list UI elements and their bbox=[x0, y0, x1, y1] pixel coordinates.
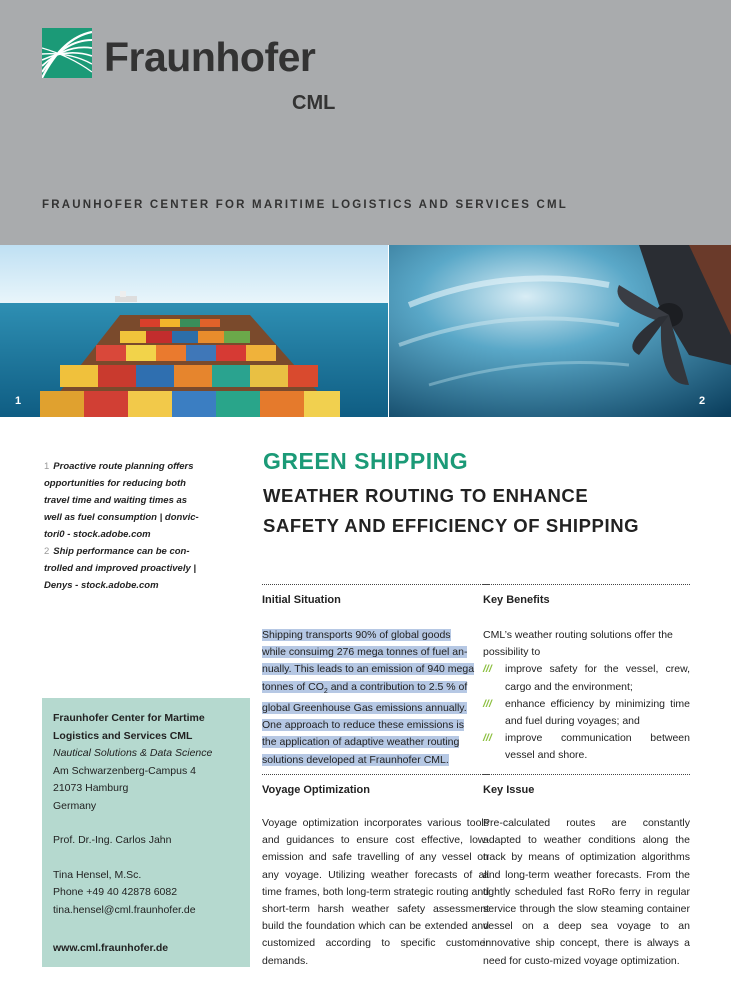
contact-website-link[interactable]: www.cml.fraunhofer.de bbox=[53, 942, 169, 954]
section-divider bbox=[483, 774, 690, 775]
triple-slash-bullet-icon: /// bbox=[483, 697, 492, 710]
section-divider bbox=[483, 584, 690, 585]
key-issue-title: Key Issue bbox=[483, 784, 535, 796]
photo-number-2: 2 bbox=[699, 395, 706, 407]
section-divider bbox=[262, 584, 489, 585]
contact-city: 21073 Hamburg bbox=[53, 782, 129, 794]
contact-box bbox=[42, 698, 250, 967]
key-benefits-list bbox=[483, 661, 690, 764]
contact-street: Am Schwarzenberg-Campus 4 bbox=[53, 764, 196, 777]
key-issue-text: Pre-calculated routes are constantly adapted to weather conditions along the track by means of optimization algorithms and long-term weather forecasts. From the tightly scheduled fast RoRo ferry in regular service through the slow steaming container vessel on a deep sea voyage to an innovative ship concept, there is always a need for custo-mized voyage optimization. bbox=[483, 817, 690, 967]
key-benefits-intro: CML’s weather routing solutions offer the possibility to bbox=[483, 629, 673, 659]
contact-unit: Nautical Solutions & Data Science bbox=[53, 747, 213, 759]
logo-subtitle: CML bbox=[292, 92, 336, 114]
contact-email[interactable]: tina.hensel@cml.fraunhofer.de bbox=[53, 903, 196, 916]
section-divider bbox=[262, 774, 489, 775]
voyage-optimization-text: Voyage optimization incorporates various tools and guidances to ensure cost effective, low-emission and safe travelling of any vessel on any voyage. Utilizing weather forecasts of all time frames, both long-term strategic routing and short-term harsh weather safety assessment build the foundation which can be extended and customized according to specific customer demands. bbox=[262, 817, 489, 967]
photo-captions bbox=[44, 458, 204, 594]
key-benefits-section bbox=[483, 584, 690, 765]
headline-kicker: GREEN SHIPPING bbox=[263, 448, 469, 474]
header-title: FRAUNHOFER CENTER FOR MARITIME LOGISTICS AND SERVICES CML bbox=[42, 199, 568, 211]
contact-org-line-2: Logistics and Services CML bbox=[53, 729, 193, 742]
headline-title: WEATHER ROUTING TO ENHANCE SAFETY AND EFFICIENCY OF SHIPPING bbox=[263, 485, 640, 536]
photo-number-1: 1 bbox=[15, 395, 22, 407]
key-benefits-title: Key Benefits bbox=[483, 594, 550, 606]
caption-1: 1 Proactive route planning offers opportunities for reducing both travel time and waiting times as well as fuel consumption | donvic- tori0 - stock.adobe.com bbox=[44, 461, 199, 540]
list-item: /// improve safety for the vessel, crew, cargo and the environment; bbox=[483, 663, 690, 693]
triple-slash-bullet-icon: /// bbox=[483, 732, 492, 745]
contact-org-line-1: Fraunhofer Center for Martime bbox=[53, 712, 205, 724]
voyage-optimization-title: Voyage Optimization bbox=[262, 784, 370, 796]
fraunhofer-logo-icon bbox=[42, 28, 92, 78]
contact-country: Germany bbox=[53, 799, 97, 812]
list-item: /// enhance efficiency by minimizing time and fuel during voyages; and bbox=[483, 697, 690, 728]
contact-person-1: Prof. Dr.-Ing. Carlos Jahn bbox=[53, 834, 172, 846]
key-issue-section bbox=[483, 774, 690, 970]
container-ship-photo bbox=[0, 245, 388, 417]
triple-slash-bullet-icon: /// bbox=[483, 663, 492, 676]
header-band bbox=[0, 0, 731, 245]
logo-wordmark: Fraunhofer bbox=[104, 34, 316, 80]
contact-person-2: Tina Hensel, M.Sc. bbox=[53, 868, 142, 881]
voyage-optimization-section bbox=[262, 774, 489, 970]
initial-situation-section bbox=[262, 584, 489, 769]
initial-situation-title: Initial Situation bbox=[262, 594, 341, 606]
caption-2: 2 Ship performance can be con- trolled and improved proactively | Denys - stock.adobe.com bbox=[44, 546, 197, 591]
initial-situation-text: Shipping transports 90% of global goods while consuimg 276 mega tonnes of fuel an- nually. This leads to an emission of 940 mega tonnes of $CO_2$ and a contribution to 2.5 % of global Greenhouse Gas emissions annually. One approach to reduce these emissions is the application of adaptive weather routing solutions developed at Fraunhofer CML. bbox=[262, 629, 475, 766]
list-item: /// improve communication between vessel and shore. bbox=[483, 732, 690, 762]
contact-phone: Phone +49 40 42878 6082 bbox=[53, 886, 178, 898]
ship-propeller-photo bbox=[389, 245, 731, 417]
